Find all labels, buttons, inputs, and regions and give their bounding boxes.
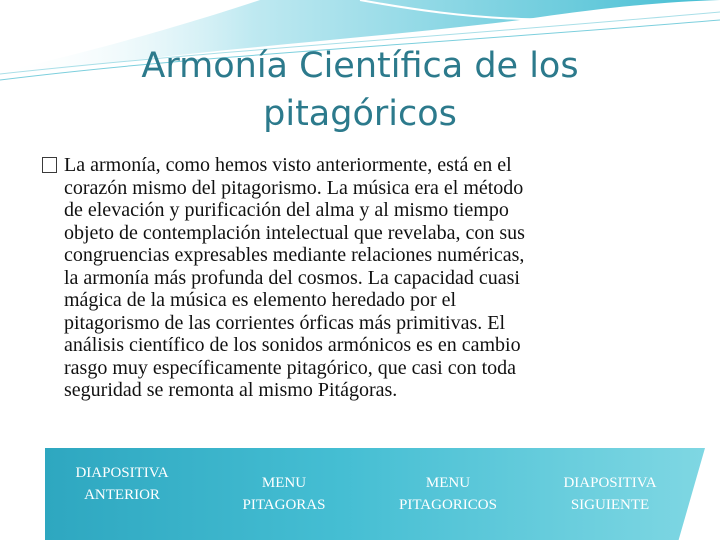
paragraph-line-2: corazón mismo del pitagorismo. La música era el método: [64, 176, 524, 199]
previous-slide-button[interactable]: [52, 462, 192, 506]
slide-paragraph: [42, 154, 682, 402]
paragraph-line-7: mágica de la música es elemento heredado por el: [64, 289, 457, 311]
menu-pitagoras-label-2: PITAGORAS: [242, 497, 326, 513]
paragraph-line-9: análisis científico de los sonidos armónicos es en cambio: [64, 334, 521, 356]
paragraph-line-5: congruencias expresables mediante relaciones numéricas,: [64, 244, 525, 266]
paragraph-line-8: pitagorismo de las corrientes órficas más primitivas. El: [64, 311, 505, 334]
next-slide-label-1: DIAPOSITIVA: [563, 475, 657, 491]
square-bullet-icon: [42, 157, 57, 173]
menu-pitagoras-button[interactable]: [214, 472, 354, 516]
menu-pitagoricos-label-1: MENU: [425, 475, 471, 491]
next-slide-label-2: SIGUIENTE: [570, 497, 650, 513]
previous-slide-label-2: ANTERIOR: [84, 487, 160, 503]
menu-pitagoricos-button[interactable]: [378, 472, 518, 516]
next-slide-button[interactable]: [540, 472, 680, 516]
paragraph-line-3: de elevación y purificación del alma y al mismo tiempo: [64, 199, 509, 221]
previous-slide-label-1: DIAPOSITIVA: [75, 465, 169, 481]
slide-title: [60, 42, 660, 138]
slide-title-line2: pitagóricos: [263, 94, 457, 134]
paragraph-line-6: la armonía más profunda del cosmos. La capacidad cuasi: [64, 266, 520, 289]
paragraph-line-10: rasgo muy específicamente pitagórico, que casi con toda: [64, 356, 517, 379]
paragraph-line-1: La armonía, como hemos visto anteriormente, está en el: [42, 154, 682, 177]
paragraph-line-4: objeto de contemplación intelectual que revelaba, con sus: [64, 221, 525, 244]
paragraph-line-11: seguridad se remonta al mismo Pitágoras.: [64, 379, 398, 401]
menu-pitagoricos-label-2: PITAGORICOS: [399, 497, 497, 513]
slide-title-line1: Armonía Científica de los: [141, 46, 579, 86]
menu-pitagoras-label-1: MENU: [261, 475, 307, 491]
